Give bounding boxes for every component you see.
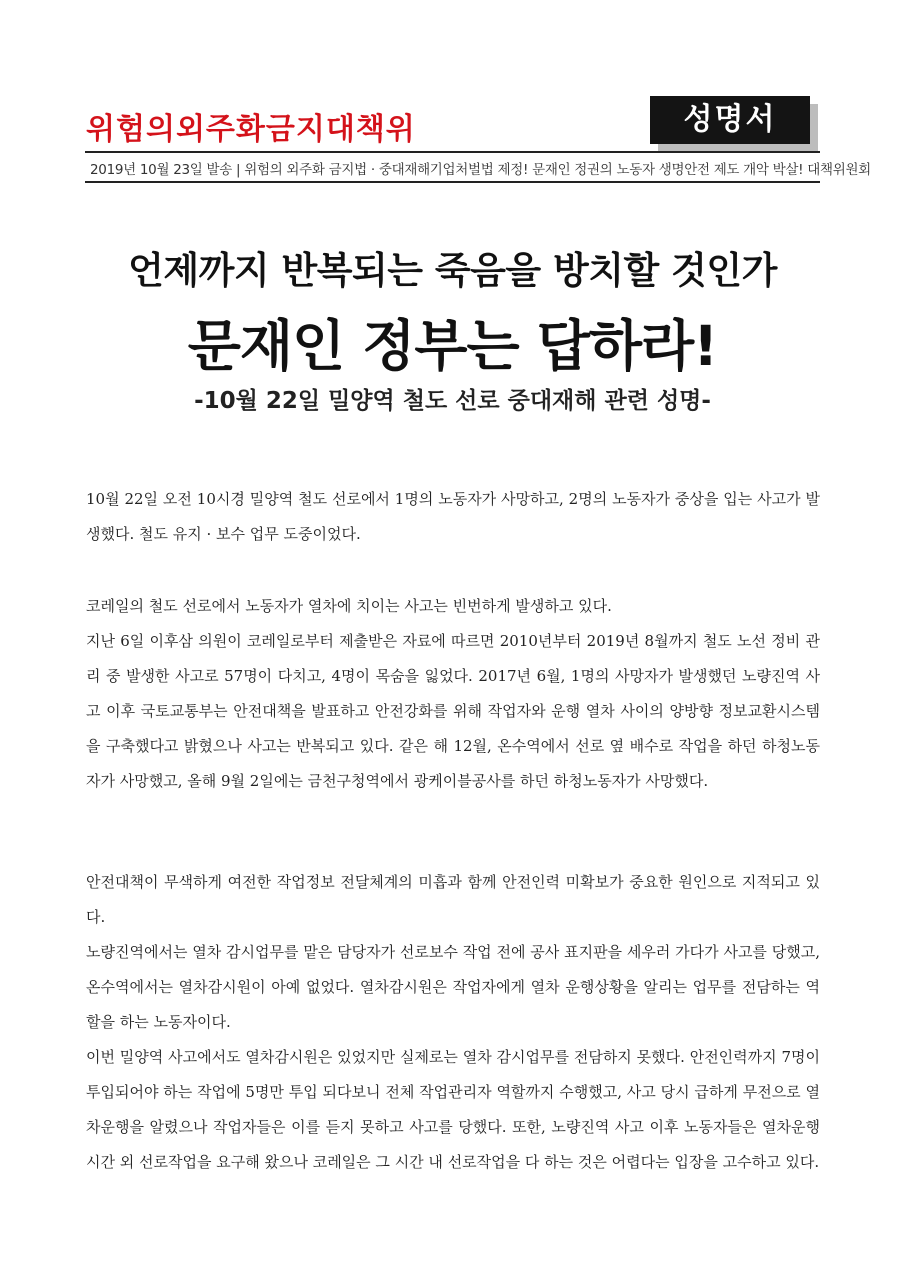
body-paragraph-3: 지난 6일 이후삼 의원이 코레일로부터 제출받은 자료에 따르면 2010년부터 2019년 8월까지 철도 노선 정비 관리 중 발생한 사고로 57명이 다치고, 4명이 목숨을 잃었다. 2017년 6월, 1명의 사망자가 발생했던 노량진역 사고 이후 국토교통부는 안전대책을 발표하고 안전강화를 위해 작업자와 운행 열차 사이의 양방향 정보교환시스템을 구축했다고 밝혔으나 사고는 반복되고 있다. 같은 해 12월, 온수역에서 선로 옆 배수로 작업을 하던 하청노동자가 사망했고, 올해 9월 2일에는 금천구청역에서 광케이블공사를 하던 하청노동자가 사망했다.: [86, 632, 820, 790]
body-paragraph-6: 이번 밀양역 사고에서도 열차감시원은 있었지만 실제로는 열차 감시업무를 전담하지 못했다. 안전인력까지 7명이 투입되어야 하는 작업에 5명만 투입 되다보니 전체 작업관리자 역할까지 수행했고, 사고 당시 급하게 무전으로 열차운행을 알렸으나 작업자들은 이를 듣지 못하고 사고를 당했다. 또한, 노량진역 사고 이후 노동자들은 열차운행시간 외 선로작업을 요구해 왔으나 코레일은 그 시간 내 선로작업을 다 하는 것은 어렵다는 입장을 고수하고 있다.: [86, 1048, 820, 1171]
body-paragraph-4: 안전대책이 무색하게 여전한 작업정보 전달체계의 미흡과 함께 안전인력 미확보가 중요한 원인으로 지적되고 있다.: [86, 873, 820, 926]
body-paragraph-1: 10월 22일 오전 10시경 밀양역 철도 선로에서 1명의 노동자가 사망하고, 2명의 노동자가 중상을 입는 사고가 발생했다. 철도 유지 · 보수 업무 도중이었다.: [86, 490, 820, 543]
headline-subtitle: -10월 22일 밀양역 철도 선로 중대재해 관련 성명-: [194, 388, 711, 414]
headline-line2: 문재인 정부는 답하라!: [187, 314, 718, 378]
headline-line1: 언제까지 반복되는 죽음을 방치할 것인가: [128, 249, 777, 292]
body-paragraph-5: 노량진역에서는 열차 감시업무를 맡은 담당자가 선로보수 작업 전에 공사 표지판을 세우러 가다가 사고를 당했고, 온수역에서는 열차감시원이 아예 없었다. 열차감시원은 작업자에게 열차 운행상황을 알리는 업무를 전담하는 역할을 하는 노동자이다.: [86, 943, 820, 1031]
body-paragraph-2: 코레일의 철도 선로에서 노동자가 열차에 치이는 사고는 빈번하게 발생하고 있다.: [86, 597, 612, 615]
doc-type-badge: 성명서: [650, 96, 810, 144]
org-name: 위험의외주화금지대책위: [86, 112, 416, 147]
header-rule-top: [85, 151, 820, 153]
header-subline: 2019년 10월 23일 발송 | 위험의 외주화 금지법 · 중대재해기업처벌법 제정! 문재인 정권의 노동자 생명안전 제도 개악 박살! 대책위원회: [90, 162, 871, 178]
header-rule-bottom: [85, 181, 820, 183]
